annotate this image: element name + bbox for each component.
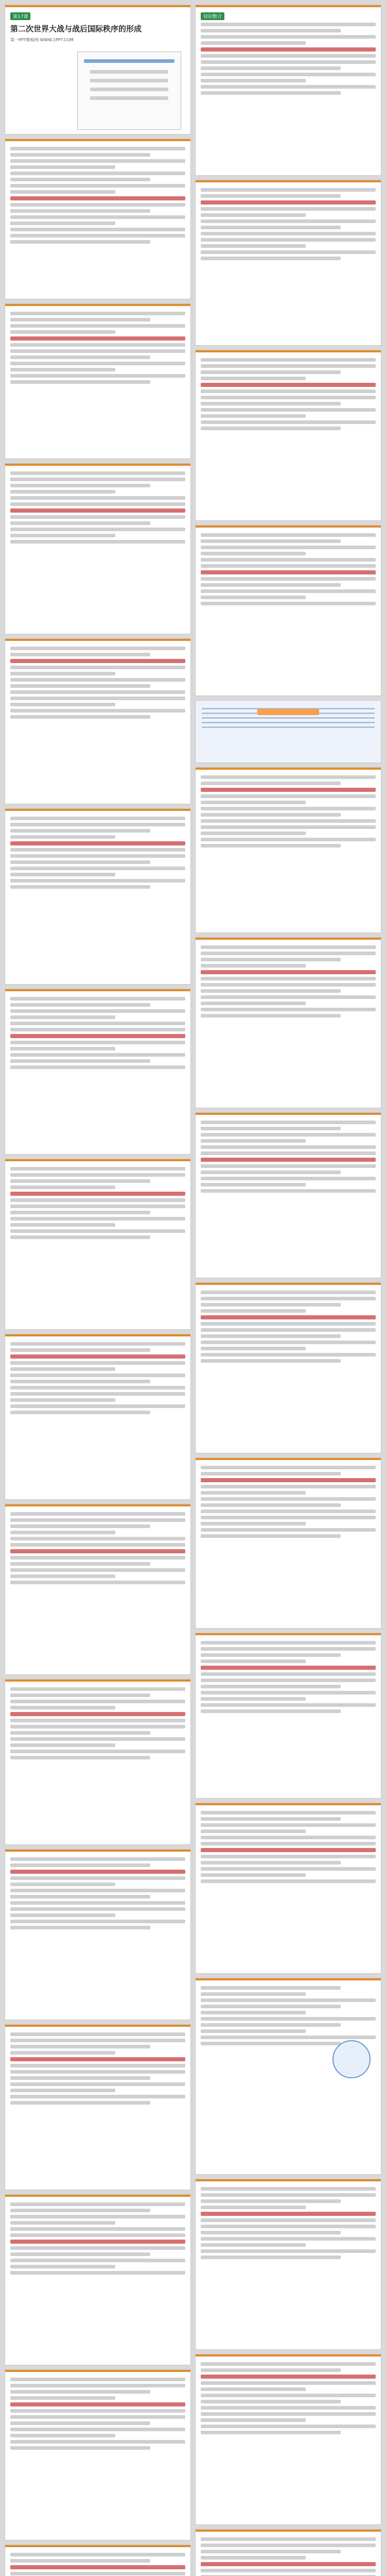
un-emblem-icon <box>332 2040 371 2078</box>
content-slide <box>196 350 381 520</box>
content-slide <box>196 5 381 175</box>
content-slide <box>196 768 381 933</box>
site-url: 第一PPT模板网-WWW.1PPT.COM <box>10 38 74 42</box>
content-slide <box>5 639 190 804</box>
content-slide <box>5 139 190 299</box>
content-slide-with-emblem <box>196 1978 381 2174</box>
content-slide <box>5 1680 190 1844</box>
content-slide <box>196 938 381 1108</box>
content-slide <box>196 1283 381 1453</box>
content-slide <box>196 1113 381 1278</box>
content-slide <box>5 464 190 634</box>
content-slide <box>5 989 190 1154</box>
content-slide <box>196 2530 381 2576</box>
mindmap-line <box>90 70 168 74</box>
content-slide <box>196 1633 381 1798</box>
content-slide <box>196 180 381 345</box>
content-slide <box>196 1458 381 1628</box>
content-slide <box>196 1803 381 1973</box>
lesson-title: 第二次世界大战与战后国际秩序的形成 <box>10 24 142 33</box>
mindmap <box>77 52 181 130</box>
key-points-badge <box>257 709 319 715</box>
slide-content <box>10 144 185 294</box>
mindmap-line <box>90 79 168 82</box>
content-slide <box>5 304 190 459</box>
content-slide <box>5 1334 190 1499</box>
content-slide <box>196 2354 381 2524</box>
section-badge: 知识整合 <box>201 12 224 20</box>
content-slide <box>5 809 190 984</box>
title-slide <box>5 5 190 134</box>
content-slide <box>196 526 381 696</box>
content-slide <box>5 1159 190 1329</box>
content-slide <box>5 2195 190 2365</box>
mindmap-line <box>90 96 168 100</box>
content-slide <box>5 2545 190 2576</box>
content-slide <box>5 2025 190 2190</box>
accent-bar <box>5 139 190 141</box>
banner-slide <box>196 701 381 762</box>
content-slide <box>196 2179 381 2349</box>
content-slide <box>5 2370 190 2540</box>
content-slide <box>5 1850 190 2020</box>
title-slide-content <box>10 10 185 129</box>
accent-bar <box>5 5 190 7</box>
content-slide <box>5 1504 190 1674</box>
mindmap-line <box>84 59 174 63</box>
lesson-tag: 第17课 <box>10 12 30 20</box>
mindmap-line <box>90 88 168 91</box>
